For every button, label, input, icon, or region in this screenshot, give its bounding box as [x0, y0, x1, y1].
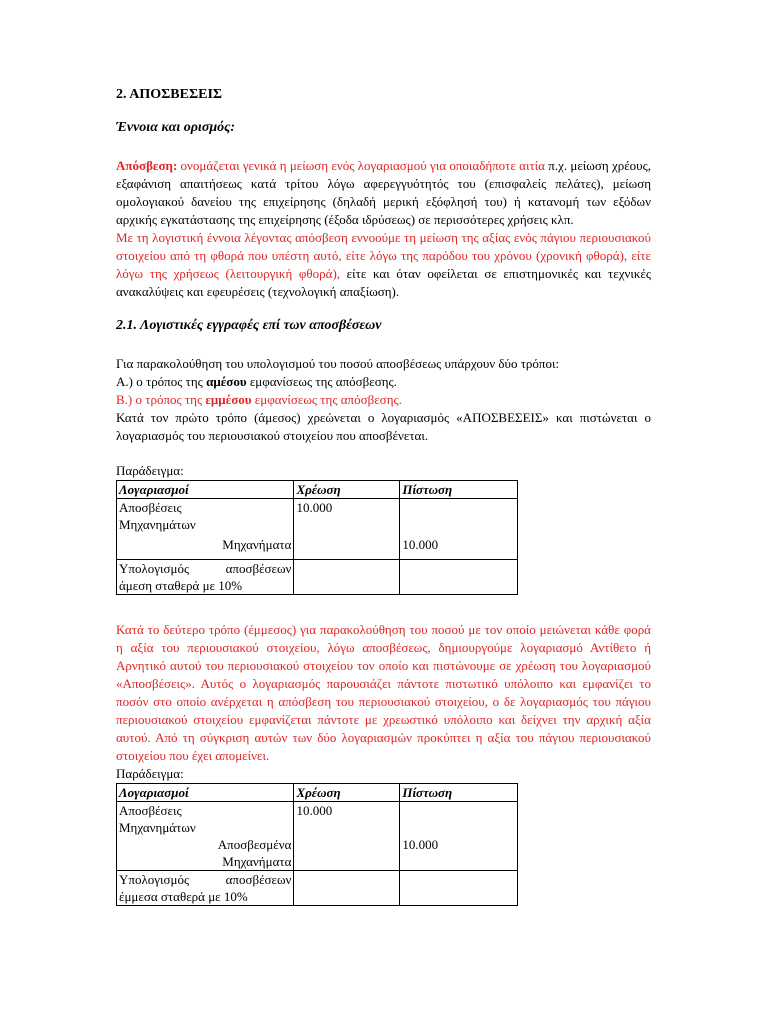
accounts-cell — [117, 802, 294, 871]
credit-amount: 10.000 — [402, 537, 439, 552]
empty-cell — [294, 560, 400, 595]
table-row — [117, 802, 518, 871]
empty-cell — [400, 871, 518, 906]
debit-account-line-2: Μηχανημάτων — [119, 517, 196, 532]
header-debit: Χρέωση — [294, 784, 400, 802]
credit-cell — [400, 499, 518, 560]
note-cell — [117, 560, 294, 595]
note-line-2: έμμεσα σταθερά με 10% — [119, 889, 248, 904]
table-header-row — [117, 481, 518, 499]
debit-account-line-2: Μηχανημάτων — [119, 820, 196, 835]
debit-cell — [294, 499, 400, 560]
method-a-prefix: Α.) ο τρόπος της — [116, 374, 207, 389]
accounts-cell — [117, 499, 294, 560]
debit-cell — [294, 802, 400, 871]
ledger-table-indirect — [116, 783, 518, 906]
table-row — [117, 499, 518, 560]
example-label-1: Παράδειγμα: — [116, 463, 184, 478]
method-b — [116, 391, 651, 409]
definition-paragraph — [116, 157, 651, 229]
method-a-keyword: αμέσου — [206, 374, 247, 389]
table-row — [117, 871, 518, 906]
table-row — [117, 560, 518, 595]
entries-title: 2.1. Λογιστικές εγγραφές επί των αποσβέσεων — [116, 318, 382, 333]
note-line-2: άμεση σταθερά με 10% — [119, 578, 243, 593]
header-accounts: Λογαριασμοί — [117, 481, 294, 499]
note-cell — [117, 871, 294, 906]
note-line-1: Υπολογισμός αποσβέσεων — [119, 561, 292, 576]
document-content — [116, 86, 651, 906]
table-header-row — [117, 784, 518, 802]
method-b-keyword: εμμέσου — [205, 392, 252, 407]
accounting-meaning-paragraph — [116, 229, 651, 301]
header-debit: Χρέωση — [294, 481, 400, 499]
example-label-2: Παράδειγμα: — [116, 766, 184, 781]
header-accounts: Λογαριασμοί — [117, 784, 294, 802]
header-credit: Πίστωση — [400, 784, 518, 802]
method-b-prefix: Β.) ο τρόπος της — [116, 392, 206, 407]
second-method-paragraph: Κατά το δεύτερο τρόπο (έμμεσος) για παρακολούθηση του ποσού με τον οποίο μειώνεται κάθε φορά η αξία του περιουσιακού στοιχείου, λόγω αποσβέσεως, δημιουργούμε λογαριασμό Αντίθετο ή Αρνητικό αυτού του περιουσιακού στοιχείου τον οποίο και πιστώνουμε σε χρέωση του λογαριασμού «Αποσβέσεις». Αυτός ο λογαριασμός παρουσιάζει πάντοτε πιστωτικό υπόλοιπο και εμφανίζει το ποσόν στο οποίο ανέρχεται η απόσβεση του περιουσιακού στοιχείου, ο δε λογαριασμός του πάγιου περιουσιακού στοιχείου εμφανίζεται πάντοτε με χρεωστικό υπόλοιπο και δείχνει την αρχική αξία αυτού. Από τη σύγκριση αυτών των δύο λογαριασμών προκύπτει η αξία του πάγιου περιουσιακού στοιχείου που έχει απομείνει. — [116, 622, 651, 763]
empty-cell — [294, 871, 400, 906]
definition-text: π.χ. μείωση χρέους, εξαφάνιση απαιτήσεως κατά τρίτου λόγω αφερεγγυότητός του (επισφαλείς πελάτες), μείωση ομολογιακού δανείου της επιχείρησης (δηλαδή μερική εξόφλησή του) ή κατανομή των εξόδων αρχικής εγκατάστασης της επιχείρησης (έξοδα ιδρύσεως) σε περισσότερες χρήσεις κλπ. — [116, 158, 651, 227]
credit-account-line-2: Μηχανήματα — [222, 854, 292, 869]
credit-account: Μηχανήματα — [222, 537, 292, 552]
first-method-paragraph: Κατά τον πρώτο τρόπο (άμεσος) χρεώνεται ο λογαριασμός «ΑΠΟΣΒΕΣΕΙΣ» και πιστώνεται ο λογαριασμός του περιουσιακού στοιχείου που αποσβένεται. — [116, 410, 651, 443]
accounting-meaning-tail: είτε και όταν οφείλεται σε επιστημονικές και τεχνικές ανακαλύψεις και εφευρέσεις (τεχνολογική απαξίωση). — [116, 266, 652, 299]
definition-red-intro: ονομάζεται γενικά η μείωση ενός λογαριασμού για οποιαδήποτε αιτία — [177, 158, 545, 173]
header-credit: Πίστωση — [400, 481, 518, 499]
section-subtitle: Έννοια και ορισμός: — [116, 120, 236, 135]
credit-cell — [400, 802, 518, 871]
note-line-1: Υπολογισμός αποσβέσεων — [119, 872, 292, 887]
definition-term: Απόσβεση: — [116, 158, 178, 173]
debit-amount: 10.000 — [296, 500, 333, 515]
debit-account-line-1: Αποσβέσεις — [119, 803, 182, 818]
section-title: 2. ΑΠΟΣΒΕΣΕΙΣ — [116, 87, 223, 102]
method-b-suffix: εμφανίσεως της απόσβεσης. — [251, 392, 402, 407]
credit-account-line-1: Αποσβεσμένα — [217, 837, 292, 852]
accounting-meaning-red: Με τη λογιστική έννοια λέγοντας απόσβεση εννοούμε τη μείωση της αξίας ενός πάγιου περιουσιακού στοιχείου από τη φθορά που υπέστη αυτό, είτε λόγω της παρόδου του χρόνου (χρονική φθορά), είτε λόγω της χρήσεως (λειτουργική φθορά), — [116, 230, 651, 281]
empty-cell — [400, 560, 518, 595]
ledger-table-direct — [116, 480, 518, 595]
method-a — [116, 373, 651, 391]
debit-amount: 10.000 — [296, 803, 333, 818]
credit-amount: 10.000 — [402, 837, 439, 852]
entries-intro: Για παρακολούθηση του υπολογισμού του ποσού αποσβέσεως υπάρχουν δύο τρόποι: — [116, 356, 560, 371]
debit-account-line-1: Αποσβέσεις — [119, 500, 182, 515]
method-a-suffix: εμφανίσεως της απόσβεσης. — [246, 374, 397, 389]
